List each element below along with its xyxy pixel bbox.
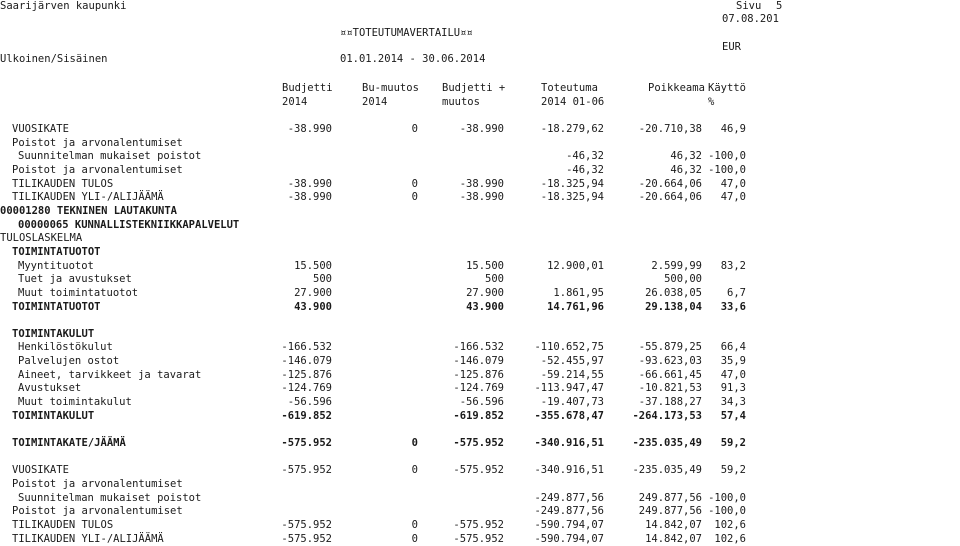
row-label: TILIKAUDEN TULOS bbox=[12, 177, 114, 190]
table-row bbox=[0, 150, 960, 163]
col-budget-total-header: Budjetti + bbox=[442, 82, 506, 94]
table-row bbox=[0, 301, 960, 314]
col-budget-year: 2014 bbox=[282, 96, 308, 108]
table-row bbox=[0, 191, 960, 204]
budget-total-cell: 27.900 bbox=[466, 286, 504, 299]
budget-total-cell: -124.769 bbox=[453, 382, 504, 395]
deviation-cell: -264.173,53 bbox=[632, 409, 702, 422]
row-label: Poistot ja arvonalentumiset bbox=[12, 477, 183, 490]
usage-cell: 59,2 bbox=[720, 464, 746, 477]
actual-cell: -340.916,51 bbox=[534, 436, 604, 449]
actual-cell: -590.794,07 bbox=[534, 532, 604, 545]
row-label: TOIMINTATUOTOT bbox=[12, 300, 101, 313]
row-label: Myyntituotot bbox=[18, 259, 94, 272]
usage-cell: 47,0 bbox=[720, 191, 746, 204]
period-label: 01.01.2014 - 30.06.2014 bbox=[340, 53, 486, 65]
currency-label: EUR bbox=[722, 41, 741, 53]
usage-cell: -100,0 bbox=[708, 163, 746, 176]
col-budget-header: Budjetti bbox=[282, 82, 333, 94]
table-row bbox=[0, 273, 960, 286]
budget-total-cell: -38.990 bbox=[459, 123, 504, 135]
actual-cell: -590.794,07 bbox=[534, 518, 604, 531]
table-row bbox=[0, 423, 960, 436]
actual-cell: -355.678,47 bbox=[534, 409, 604, 422]
row-label: Suunnitelman mukaiset poistot bbox=[18, 491, 202, 504]
usage-cell: -100,0 bbox=[708, 505, 746, 518]
row-label: 00001280 TEKNINEN LAUTAKUNTA bbox=[0, 204, 178, 217]
deviation-cell: 14.842,07 bbox=[645, 518, 702, 531]
col-usage-unit: % bbox=[708, 96, 715, 108]
row-label: Suunnitelman mukaiset poistot bbox=[18, 150, 202, 163]
usage-cell: 34,3 bbox=[720, 396, 746, 408]
row-label: TOIMINTAKULUT bbox=[12, 409, 95, 422]
row-label: TULOSLASKELMA bbox=[0, 232, 83, 245]
budget-total-cell: -575.952 bbox=[453, 518, 504, 531]
col-budget-total-sub: muutos bbox=[442, 96, 480, 108]
actual-cell: -249.877,56 bbox=[534, 505, 604, 518]
col-deviation-header: Poikkeama bbox=[648, 82, 705, 94]
usage-cell: 57,4 bbox=[720, 409, 746, 422]
deviation-cell: 14.842,07 bbox=[645, 532, 702, 545]
table-row bbox=[0, 137, 960, 150]
usage-cell: 46,9 bbox=[720, 123, 746, 135]
change-cell: 0 bbox=[411, 436, 418, 449]
usage-cell: 102,6 bbox=[714, 518, 746, 531]
table-row bbox=[0, 464, 960, 477]
budget-total-cell: -125.876 bbox=[453, 368, 504, 381]
deviation-cell: 46,32 bbox=[670, 163, 702, 176]
usage-cell: 47,0 bbox=[720, 368, 746, 381]
budget-cell: -166.532 bbox=[281, 341, 332, 354]
budget-total-cell: 500 bbox=[485, 273, 504, 286]
table-row bbox=[0, 369, 960, 382]
deviation-cell: 29.138,04 bbox=[645, 300, 702, 313]
budget-cell: -56.596 bbox=[287, 396, 332, 408]
table-row bbox=[0, 178, 960, 191]
usage-cell: 35,9 bbox=[720, 355, 746, 368]
actual-cell: -18.279,62 bbox=[540, 123, 604, 135]
budget-cell: -38.990 bbox=[287, 177, 332, 190]
deviation-cell: 249.877,56 bbox=[638, 491, 702, 504]
actual-cell: -46,32 bbox=[566, 163, 604, 176]
budget-cell: -124.769 bbox=[281, 382, 332, 395]
table-row bbox=[0, 382, 960, 395]
row-label: Poistot ja arvonalentumiset bbox=[12, 505, 183, 518]
report-date: 07.08.201 bbox=[722, 13, 779, 25]
budget-total-cell: 43.900 bbox=[466, 300, 504, 313]
deviation-cell: 26.038,05 bbox=[645, 286, 702, 299]
deviation-cell: -20.710,38 bbox=[638, 123, 702, 135]
row-label: Henkilöstökulut bbox=[18, 341, 113, 354]
page-number: 5 bbox=[776, 0, 783, 12]
table-row bbox=[0, 232, 960, 245]
budget-total-cell: -146.079 bbox=[453, 355, 504, 368]
actual-cell: -46,32 bbox=[566, 150, 604, 163]
usage-cell: 102,6 bbox=[714, 532, 746, 545]
row-label: 00000065 KUNNALLISTEKNIIKKAPALVELUT bbox=[18, 218, 240, 231]
budget-cell: -575.952 bbox=[281, 532, 332, 545]
budget-cell: -575.952 bbox=[281, 464, 332, 477]
table-row bbox=[0, 492, 960, 505]
change-cell: 0 bbox=[411, 177, 418, 190]
usage-cell: 47,0 bbox=[720, 177, 746, 190]
deviation-cell: -235.035,49 bbox=[632, 464, 702, 477]
usage-cell: 66,4 bbox=[720, 341, 746, 354]
budget-total-cell: -575.952 bbox=[453, 464, 504, 477]
row-label: TOIMINTAKULUT bbox=[12, 327, 95, 340]
col-actual-period: 2014 01-06 bbox=[541, 96, 605, 108]
col-change-header: Bu-muutos bbox=[362, 82, 419, 94]
usage-cell: 59,2 bbox=[720, 436, 746, 449]
budget-cell: -575.952 bbox=[281, 436, 332, 449]
row-label: Poistot ja arvonalentumiset bbox=[12, 136, 183, 149]
budget-cell: 15.500 bbox=[294, 259, 332, 272]
actual-cell: 1.861,95 bbox=[553, 286, 604, 299]
budget-cell: 43.900 bbox=[294, 300, 332, 313]
report-title: ¤¤TOTEUTUMAVERTAILU¤¤ bbox=[340, 27, 473, 39]
row-label: TILIKAUDEN YLI-/ALIJÄÄMÄ bbox=[12, 532, 164, 545]
change-cell: 0 bbox=[411, 123, 418, 135]
usage-cell: 6,7 bbox=[727, 286, 746, 299]
row-label: VUOSIKATE bbox=[12, 123, 69, 135]
table-row bbox=[0, 260, 960, 273]
budget-total-cell: 15.500 bbox=[466, 259, 504, 272]
page-label: Sivu bbox=[736, 0, 762, 12]
table-row bbox=[0, 219, 960, 232]
usage-cell: 83,2 bbox=[720, 259, 746, 272]
row-label: Palvelujen ostot bbox=[18, 355, 120, 368]
table-row bbox=[0, 328, 960, 341]
scope-label: Ulkoinen/Sisäinen bbox=[0, 53, 108, 65]
table-row bbox=[0, 478, 960, 491]
table-row bbox=[0, 410, 960, 423]
deviation-cell: -10.821,53 bbox=[638, 382, 702, 395]
budget-total-cell: -38.990 bbox=[459, 177, 504, 190]
table-row bbox=[0, 355, 960, 368]
table-row bbox=[0, 205, 960, 218]
deviation-cell: -235.035,49 bbox=[632, 436, 702, 449]
budget-cell: -38.990 bbox=[287, 123, 332, 135]
actual-cell: 12.900,01 bbox=[547, 259, 604, 272]
table-row bbox=[0, 287, 960, 300]
row-label: Tuet ja avustukset bbox=[18, 273, 132, 286]
usage-cell: -100,0 bbox=[708, 491, 746, 504]
actual-cell: -18.325,94 bbox=[540, 177, 604, 190]
budget-total-cell: -619.852 bbox=[453, 409, 504, 422]
deviation-cell: -93.623,03 bbox=[638, 355, 702, 368]
row-label: Muut toimintakulut bbox=[18, 396, 132, 408]
budget-total-cell: -575.952 bbox=[453, 532, 504, 545]
row-label: VUOSIKATE bbox=[12, 464, 69, 477]
usage-cell: 33,6 bbox=[720, 300, 746, 313]
actual-cell: -340.916,51 bbox=[534, 464, 604, 477]
row-label: Aineet, tarvikkeet ja tavarat bbox=[18, 368, 202, 381]
actual-cell: -113.947,47 bbox=[534, 382, 604, 395]
change-cell: 0 bbox=[411, 518, 418, 531]
table-row bbox=[0, 451, 960, 464]
usage-cell: 91,3 bbox=[720, 382, 746, 395]
col-actual-header: Toteutuma bbox=[541, 82, 598, 94]
table-row bbox=[0, 437, 960, 450]
table-row bbox=[0, 123, 960, 136]
actual-cell: -52.455,97 bbox=[540, 355, 604, 368]
deviation-cell: -55.879,25 bbox=[638, 341, 702, 354]
budget-cell: -125.876 bbox=[281, 368, 332, 381]
actual-cell: -59.214,55 bbox=[540, 368, 604, 381]
row-label: Muut toimintatuotot bbox=[18, 286, 139, 299]
deviation-cell: -37.188,27 bbox=[638, 396, 702, 408]
usage-cell: -100,0 bbox=[708, 150, 746, 163]
table-row bbox=[0, 505, 960, 518]
actual-cell: -18.325,94 bbox=[540, 191, 604, 204]
budget-total-cell: -38.990 bbox=[459, 191, 504, 204]
budget-cell: -38.990 bbox=[287, 191, 332, 204]
row-label: Avustukset bbox=[18, 382, 82, 395]
actual-cell: -249.877,56 bbox=[534, 491, 604, 504]
organization-name: Saarijärven kaupunki bbox=[0, 0, 127, 12]
deviation-cell: -20.664,06 bbox=[638, 191, 702, 204]
budget-total-cell: -575.952 bbox=[453, 436, 504, 449]
table-row bbox=[0, 519, 960, 532]
budget-cell: 500 bbox=[313, 273, 332, 286]
deviation-cell: 500,00 bbox=[664, 273, 702, 286]
budget-total-cell: -166.532 bbox=[453, 341, 504, 354]
budget-total-cell: -56.596 bbox=[459, 396, 504, 408]
col-usage-header: Käyttö bbox=[708, 82, 746, 94]
deviation-cell: -20.664,06 bbox=[638, 177, 702, 190]
row-label: TOIMINTATUOTOT bbox=[12, 245, 101, 258]
budget-cell: -619.852 bbox=[281, 409, 332, 422]
row-label: Poistot ja arvonalentumiset bbox=[12, 163, 183, 176]
budget-cell: 27.900 bbox=[294, 286, 332, 299]
change-cell: 0 bbox=[411, 464, 418, 477]
change-cell: 0 bbox=[411, 532, 418, 545]
actual-cell: -19.407,73 bbox=[540, 396, 604, 408]
actual-cell: 14.761,96 bbox=[547, 300, 604, 313]
row-label: TILIKAUDEN TULOS bbox=[12, 518, 114, 531]
change-cell: 0 bbox=[411, 191, 418, 204]
table-row bbox=[0, 246, 960, 259]
table-row bbox=[0, 533, 960, 546]
table-row bbox=[0, 164, 960, 177]
col-change-year: 2014 bbox=[362, 96, 388, 108]
budget-cell: -146.079 bbox=[281, 355, 332, 368]
table-row bbox=[0, 396, 960, 409]
deviation-cell: 46,32 bbox=[670, 150, 702, 163]
budget-cell: -575.952 bbox=[281, 518, 332, 531]
deviation-cell: 2.599,99 bbox=[651, 259, 702, 272]
deviation-cell: 249.877,56 bbox=[638, 505, 702, 518]
deviation-cell: -66.661,45 bbox=[638, 368, 702, 381]
actual-cell: -110.652,75 bbox=[534, 341, 604, 354]
row-label: TILIKAUDEN YLI-/ALIJÄÄMÄ bbox=[12, 191, 164, 204]
table-row bbox=[0, 314, 960, 327]
row-label: TOIMINTAKATE/JÄÄMÄ bbox=[12, 436, 126, 449]
table-row bbox=[0, 341, 960, 354]
